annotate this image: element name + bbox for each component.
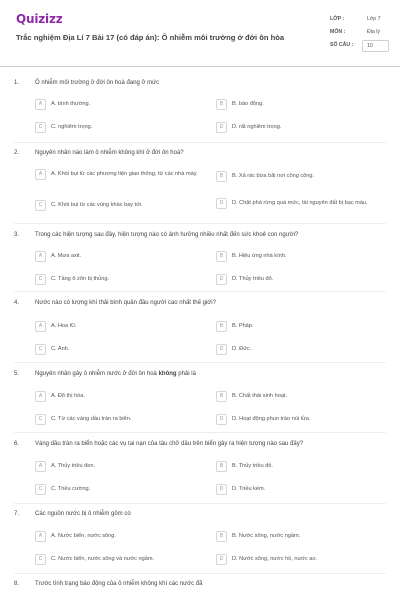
option-letter-b: B [216, 99, 227, 110]
option-letter-d: D [216, 274, 227, 285]
meta-count-row [330, 40, 392, 53]
option-text: C. Triều cường. [51, 486, 91, 492]
worksheet-title: Trắc nghiệm Địa Lí 7 Bài 17 (có đáp án): Ô nhiễm môi trường ở đới ôn hòa [16, 33, 285, 42]
question-text: Trước tình trạng báo động của ô nhiễm không khí các nước đã [35, 581, 203, 587]
option-text: A. Đô thị hóa. [51, 393, 85, 399]
option-text: D. Chặt phá rừng quá mức, tài nguyên đất bị bạc màu. [232, 200, 368, 206]
question-number: 3. [14, 232, 20, 238]
option-text: C. Anh. [51, 346, 70, 352]
option-text: A. Hoa Kì. [51, 323, 77, 329]
question-text-emphasis: không [158, 371, 177, 377]
option-text: C. nghiêm trọng. [51, 124, 93, 130]
option-letter-d: D [216, 198, 227, 209]
option-text: D. Nước sông, nước hồ, nước ao. [232, 556, 318, 562]
option-letter-c: C [35, 122, 46, 133]
meta-count-box [362, 40, 389, 52]
option-letter-c: C [35, 554, 46, 565]
question-text: Nước nào có lượng khí thải bình quân đầu người cao nhất thế giới? [35, 300, 216, 306]
question-divider [14, 362, 386, 363]
meta-subject-label: MÔN : [330, 29, 346, 35]
option-letter-b: B [216, 531, 227, 542]
option-letter-b: B [216, 321, 227, 332]
question-text [35, 371, 196, 377]
option-text: B. Chất thải sinh hoạt. [232, 393, 288, 399]
option-text: B. Xả rác bừa bãi nơi công cộng. [232, 173, 315, 179]
question-divider [14, 573, 386, 574]
meta-grade-value: Lớp 7 [367, 16, 381, 22]
question-divider [14, 503, 386, 504]
question-divider [14, 223, 386, 224]
option-letter-b: B [216, 391, 227, 402]
option-text: B. Thủy triều đỏ. [232, 463, 273, 469]
option-text: C. Khói bụi từ các vùng khác bay tới. [51, 202, 143, 208]
question-number: 8. [14, 581, 20, 587]
question-divider [14, 291, 386, 292]
option-letter-b: B [216, 171, 227, 182]
meta-grade-label: LỚP : [330, 16, 345, 22]
option-text: B. báo động. [232, 101, 264, 107]
question-number: 2. [14, 150, 20, 156]
question-number: 5. [14, 371, 20, 377]
option-text: C. Nước biển, nước sông và nước ngầm. [51, 556, 155, 562]
meta-count-label: SỐ CÂU : [330, 42, 354, 48]
option-letter-a: A [35, 99, 46, 110]
option-text: D. Thủy triều đỏ. [232, 276, 274, 282]
option-letter-d: D [216, 122, 227, 133]
option-letter-a: A [35, 461, 46, 472]
question-number: 6. [14, 441, 20, 447]
option-text: C. Từ các váng dầu tràn ra biển. [51, 416, 132, 422]
question-number: 4. [14, 300, 20, 306]
worksheet-meta [330, 14, 392, 53]
option-letter-d: D [216, 344, 227, 355]
meta-count-value: 10 [367, 43, 373, 49]
option-letter-a: A [35, 531, 46, 542]
question-number: 7. [14, 511, 20, 517]
question-number: 1. [14, 80, 20, 86]
question-text: Nguyên nhân nào làm ô nhiễm không khí ở đới ôn hoà? [35, 150, 184, 156]
option-text: A. Nước biển, nước sông. [51, 533, 116, 539]
option-text: B. Hiệu ứng nhà kính. [232, 253, 287, 259]
option-text: D. Hoạt động phun trào núi lửa. [232, 416, 311, 422]
option-text: D. rất nghiêm trọng. [232, 124, 282, 130]
question-text-part: Nguyên nhân gây ô nhiễm nước ở đới ôn hoà [35, 371, 159, 377]
meta-subject-row [330, 27, 392, 40]
option-letter-c: C [35, 484, 46, 495]
question-text: Các nguồn nước bị ô nhiễm gồm có [35, 511, 131, 517]
option-letter-d: D [216, 554, 227, 565]
meta-grade-row [330, 14, 392, 27]
option-letter-d: D [216, 484, 227, 495]
worksheet-header [0, 0, 400, 67]
option-letter-c: C [35, 344, 46, 355]
option-letter-a: A [35, 391, 46, 402]
option-text: D. Đức. [232, 346, 252, 352]
option-letter-b: B [216, 251, 227, 262]
question-text: Ô nhiễm môi trường ở đới ôn hoà đang ở mức [35, 80, 160, 86]
question-text-part: phải là [176, 371, 196, 377]
quizizz-logo: Quizizz [16, 12, 63, 26]
option-text: C. Tầng ô zôn bị thủng. [51, 276, 110, 282]
option-text: A. Thủy triều đen. [51, 463, 96, 469]
question-divider [14, 142, 386, 143]
option-text: B. Nước sông, nước ngầm. [232, 533, 301, 539]
meta-subject-value: Địa lý [367, 29, 380, 35]
option-letter-a: A [35, 321, 46, 332]
option-letter-c: C [35, 274, 46, 285]
option-letter-b: B [216, 461, 227, 472]
option-letter-a: A [35, 251, 46, 262]
question-divider [14, 432, 386, 433]
option-text: D. Triều kém. [232, 486, 266, 492]
option-letter-c: C [35, 200, 46, 211]
option-letter-c: C [35, 414, 46, 425]
option-text: A. Khói bụi từ các phương tiện giao thông, từ các nhà máy. [51, 171, 198, 177]
option-letter-d: D [216, 414, 227, 425]
option-text: A. bình thường. [51, 101, 91, 107]
option-text: A. Mưa axit. [51, 253, 82, 259]
option-text: B. Pháp. [232, 323, 254, 329]
question-text: Váng dầu tràn ra biển hoặc các vụ tai nạn của tàu chở dầu trên biển gây ra hiện tượng nào sau đây? [35, 441, 304, 447]
question-text: Trong các hiện tượng sau đây, hiện tượng nào có ảnh hưởng nhiều nhất đến sức khoẻ con người? [35, 232, 299, 238]
option-letter-a: A [35, 169, 46, 180]
